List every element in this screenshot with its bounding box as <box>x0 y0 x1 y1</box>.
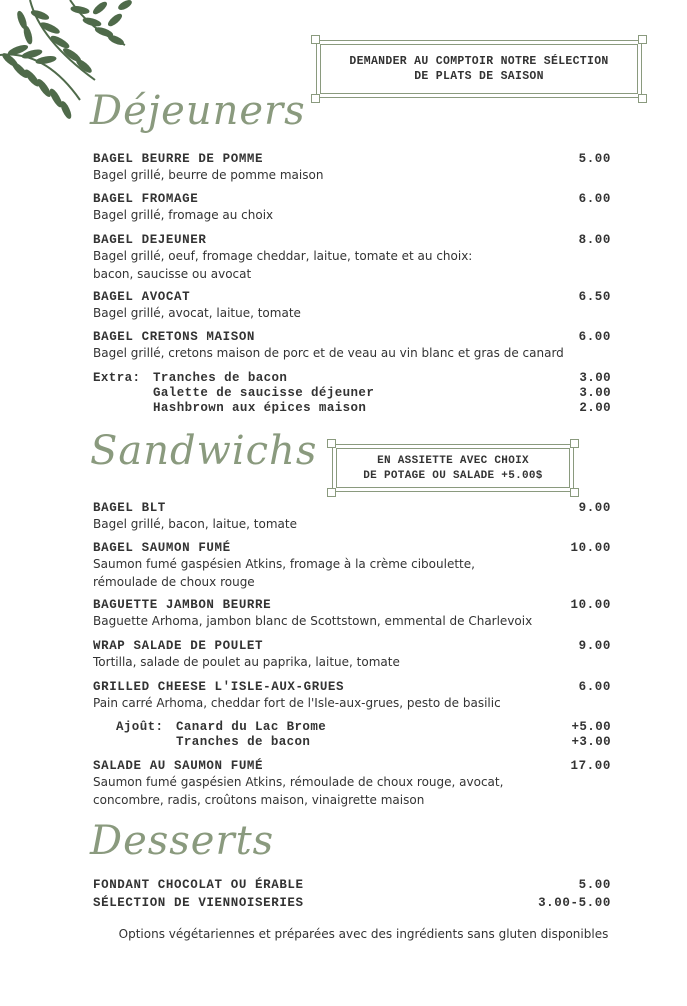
item-description-cont: concombre, radis, croûtons maison, vinaigrette maison <box>93 793 425 807</box>
item-description: Baguette Arhoma, jambon blanc de Scottstown, emmental de Charlevoix <box>93 614 533 628</box>
extras-label: Extra: <box>93 371 141 385</box>
item-description: Saumon fumé gaspésien Atkins, fromage à la crème ciboulette, <box>93 557 475 571</box>
section-title-sandwichs: Sandwichs <box>90 428 318 474</box>
menu-item <box>93 152 611 184</box>
item-name: GRILLED CHEESE L'ISLE-AUX-GRUES <box>93 680 345 694</box>
item-price: 3.00-5.00 <box>538 896 611 910</box>
menu-item <box>93 330 611 362</box>
item-price: 9.00 <box>578 639 611 653</box>
item-price: 5.00 <box>578 878 611 892</box>
item-description: Bagel grillé, cretons maison de porc et de veau au vin blanc et gras de canard <box>93 346 564 360</box>
item-description: Bagel grillé, bacon, laitue, tomate <box>93 517 297 531</box>
item-name: BAGEL SAUMON FUMÉ <box>93 541 231 555</box>
item-name: FONDANT CHOCOLAT OU ÉRABLE <box>93 878 304 892</box>
ajout-item-price: +5.00 <box>571 720 611 734</box>
item-name: SALADE AU SAUMON FUMÉ <box>93 759 264 773</box>
item-description: Bagel grillé, oeuf, fromage cheddar, laitue, tomate et au choix: <box>93 249 473 263</box>
item-price: 6.00 <box>578 330 611 344</box>
notice-line-1: DEMANDER AU COMPTOIR NOTRE SÉLECTION <box>349 55 609 68</box>
item-price: 17.00 <box>570 759 611 773</box>
menu-item <box>93 233 611 283</box>
extra-item-price: 3.00 <box>579 371 611 385</box>
extra-item-name: Galette de saucisse déjeuner <box>153 386 375 400</box>
menu-item <box>93 759 611 809</box>
menu-item <box>93 639 611 671</box>
item-name: BAGEL FROMAGE <box>93 192 199 206</box>
ajout-label: Ajoût: <box>116 720 164 734</box>
menu-item <box>93 541 611 591</box>
section-title-dejeuners: Déjeuners <box>90 88 306 134</box>
item-description: Saumon fumé gaspésien Atkins, rémoulade de choux rouge, avocat, <box>93 775 504 789</box>
item-name: WRAP SALADE DE POULET <box>93 639 264 653</box>
item-price: 9.00 <box>578 501 611 515</box>
item-price: 10.00 <box>570 541 611 555</box>
menu-item <box>93 290 611 322</box>
menu-item <box>93 501 611 533</box>
seasonal-dishes-notice <box>316 40 642 98</box>
notice-line-2: DE PLATS DE SAISON <box>414 70 544 83</box>
item-price: 6.50 <box>578 290 611 304</box>
item-name: BAGUETTE JAMBON BEURRE <box>93 598 272 612</box>
notice-line-2: DE POTAGE OU SALADE +5.00$ <box>363 470 543 482</box>
extra-item-price: 2.00 <box>579 401 611 415</box>
plate-option-notice <box>332 444 574 492</box>
menu-item <box>93 598 611 630</box>
item-description: Tortilla, salade de poulet au paprika, laitue, tomate <box>93 655 400 669</box>
dietary-footer-note: Options végétariennes et préparées avec des ingrédients sans gluten disponibles <box>118 927 609 941</box>
menu-item <box>93 192 611 224</box>
item-name: BAGEL BEURRE DE POMME <box>93 152 264 166</box>
item-price: 6.00 <box>578 680 611 694</box>
item-description: Pain carré Arhoma, cheddar fort de l'Isle-aux-grues, pesto de basilic <box>93 696 501 710</box>
ajout-list <box>93 720 611 750</box>
extra-item-price: 3.00 <box>579 386 611 400</box>
item-name: BAGEL AVOCAT <box>93 290 191 304</box>
item-price: 6.00 <box>578 192 611 206</box>
section-title-desserts: Desserts <box>90 818 275 864</box>
item-description-cont: bacon, saucisse ou avocat <box>93 267 252 281</box>
item-price: 8.00 <box>578 233 611 247</box>
notice-line-1: EN ASSIETTE AVEC CHOIX <box>377 455 529 467</box>
item-description: Bagel grillé, avocat, laitue, tomate <box>93 306 301 320</box>
ajout-item-name: Tranches de bacon <box>176 735 311 749</box>
item-name: BAGEL BLT <box>93 501 166 515</box>
ajout-item-price: +3.00 <box>571 735 611 749</box>
item-name: BAGEL CRETONS MAISON <box>93 330 256 344</box>
item-name: SÉLECTION DE VIENNOISERIES <box>93 896 304 910</box>
item-price: 5.00 <box>578 152 611 166</box>
item-description: Bagel grillé, fromage au choix <box>93 208 274 222</box>
menu-item <box>93 896 611 910</box>
item-price: 10.00 <box>570 598 611 612</box>
item-description-cont: rémoulade de choux rouge <box>93 575 255 589</box>
ajout-item-name: Canard du Lac Brome <box>176 720 327 734</box>
item-description: Bagel grillé, beurre de pomme maison <box>93 168 324 182</box>
menu-item <box>93 878 611 892</box>
item-name: BAGEL DEJEUNER <box>93 233 207 247</box>
extras-list <box>93 371 611 416</box>
extra-item-name: Tranches de bacon <box>153 371 288 385</box>
extra-item-name: Hashbrown aux épices maison <box>153 401 367 415</box>
menu-item <box>93 680 611 712</box>
